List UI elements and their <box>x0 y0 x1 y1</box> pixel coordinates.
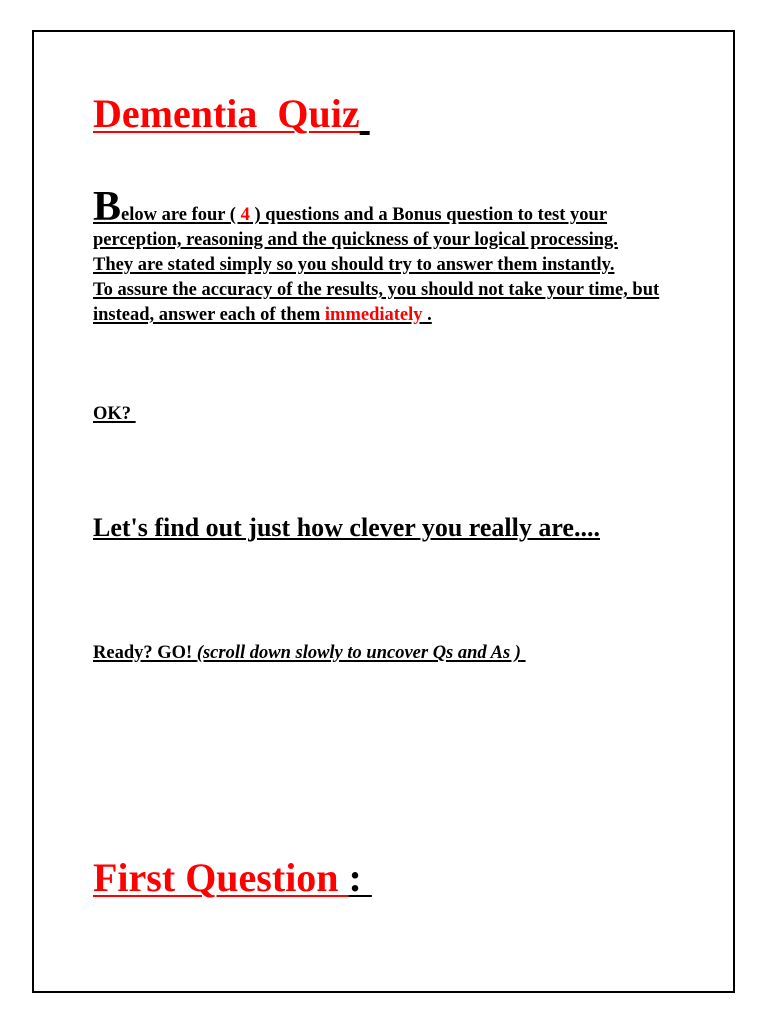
intro-line-2 <box>93 253 693 278</box>
clever-heading: Let's find out just how clever you really are.... <box>93 513 600 542</box>
first-question-heading <box>93 852 372 904</box>
quiz-title-text: Dementia Quiz <box>93 91 360 136</box>
quiz-title-tail <box>360 91 370 136</box>
first-question-text: First Question <box>93 855 349 900</box>
ready-line <box>93 643 526 664</box>
ready-hint: (scroll down slowly to uncover Qs and As ) <box>196 643 521 663</box>
question-count: 4 <box>240 205 250 225</box>
intro-text-a: elow are four ( <box>121 205 241 225</box>
intro-paragraph <box>93 184 693 328</box>
immediately-emphasis: immediately <box>324 305 423 325</box>
intro-para-3a: To assure the accuracy of the results, you should not take your time, but instead, answer each of them <box>93 280 660 325</box>
first-question-colon: : <box>348 855 372 900</box>
intro-dropcap: B <box>93 184 122 230</box>
quiz-title <box>93 88 370 140</box>
intro-line-3 <box>93 278 693 328</box>
intro-para-2: They are stated simply so you should try to answer them instantly. <box>93 255 615 275</box>
intro-text-b: ) questions and a Bonus question to test your perception, reasoning and the quickness of your logical processing. <box>93 205 618 250</box>
ready-prefix: Ready? GO! <box>93 643 197 663</box>
intro-line-1 <box>93 184 693 253</box>
ok-prompt: OK? <box>93 404 136 424</box>
intro-para-3b: . <box>422 305 432 325</box>
